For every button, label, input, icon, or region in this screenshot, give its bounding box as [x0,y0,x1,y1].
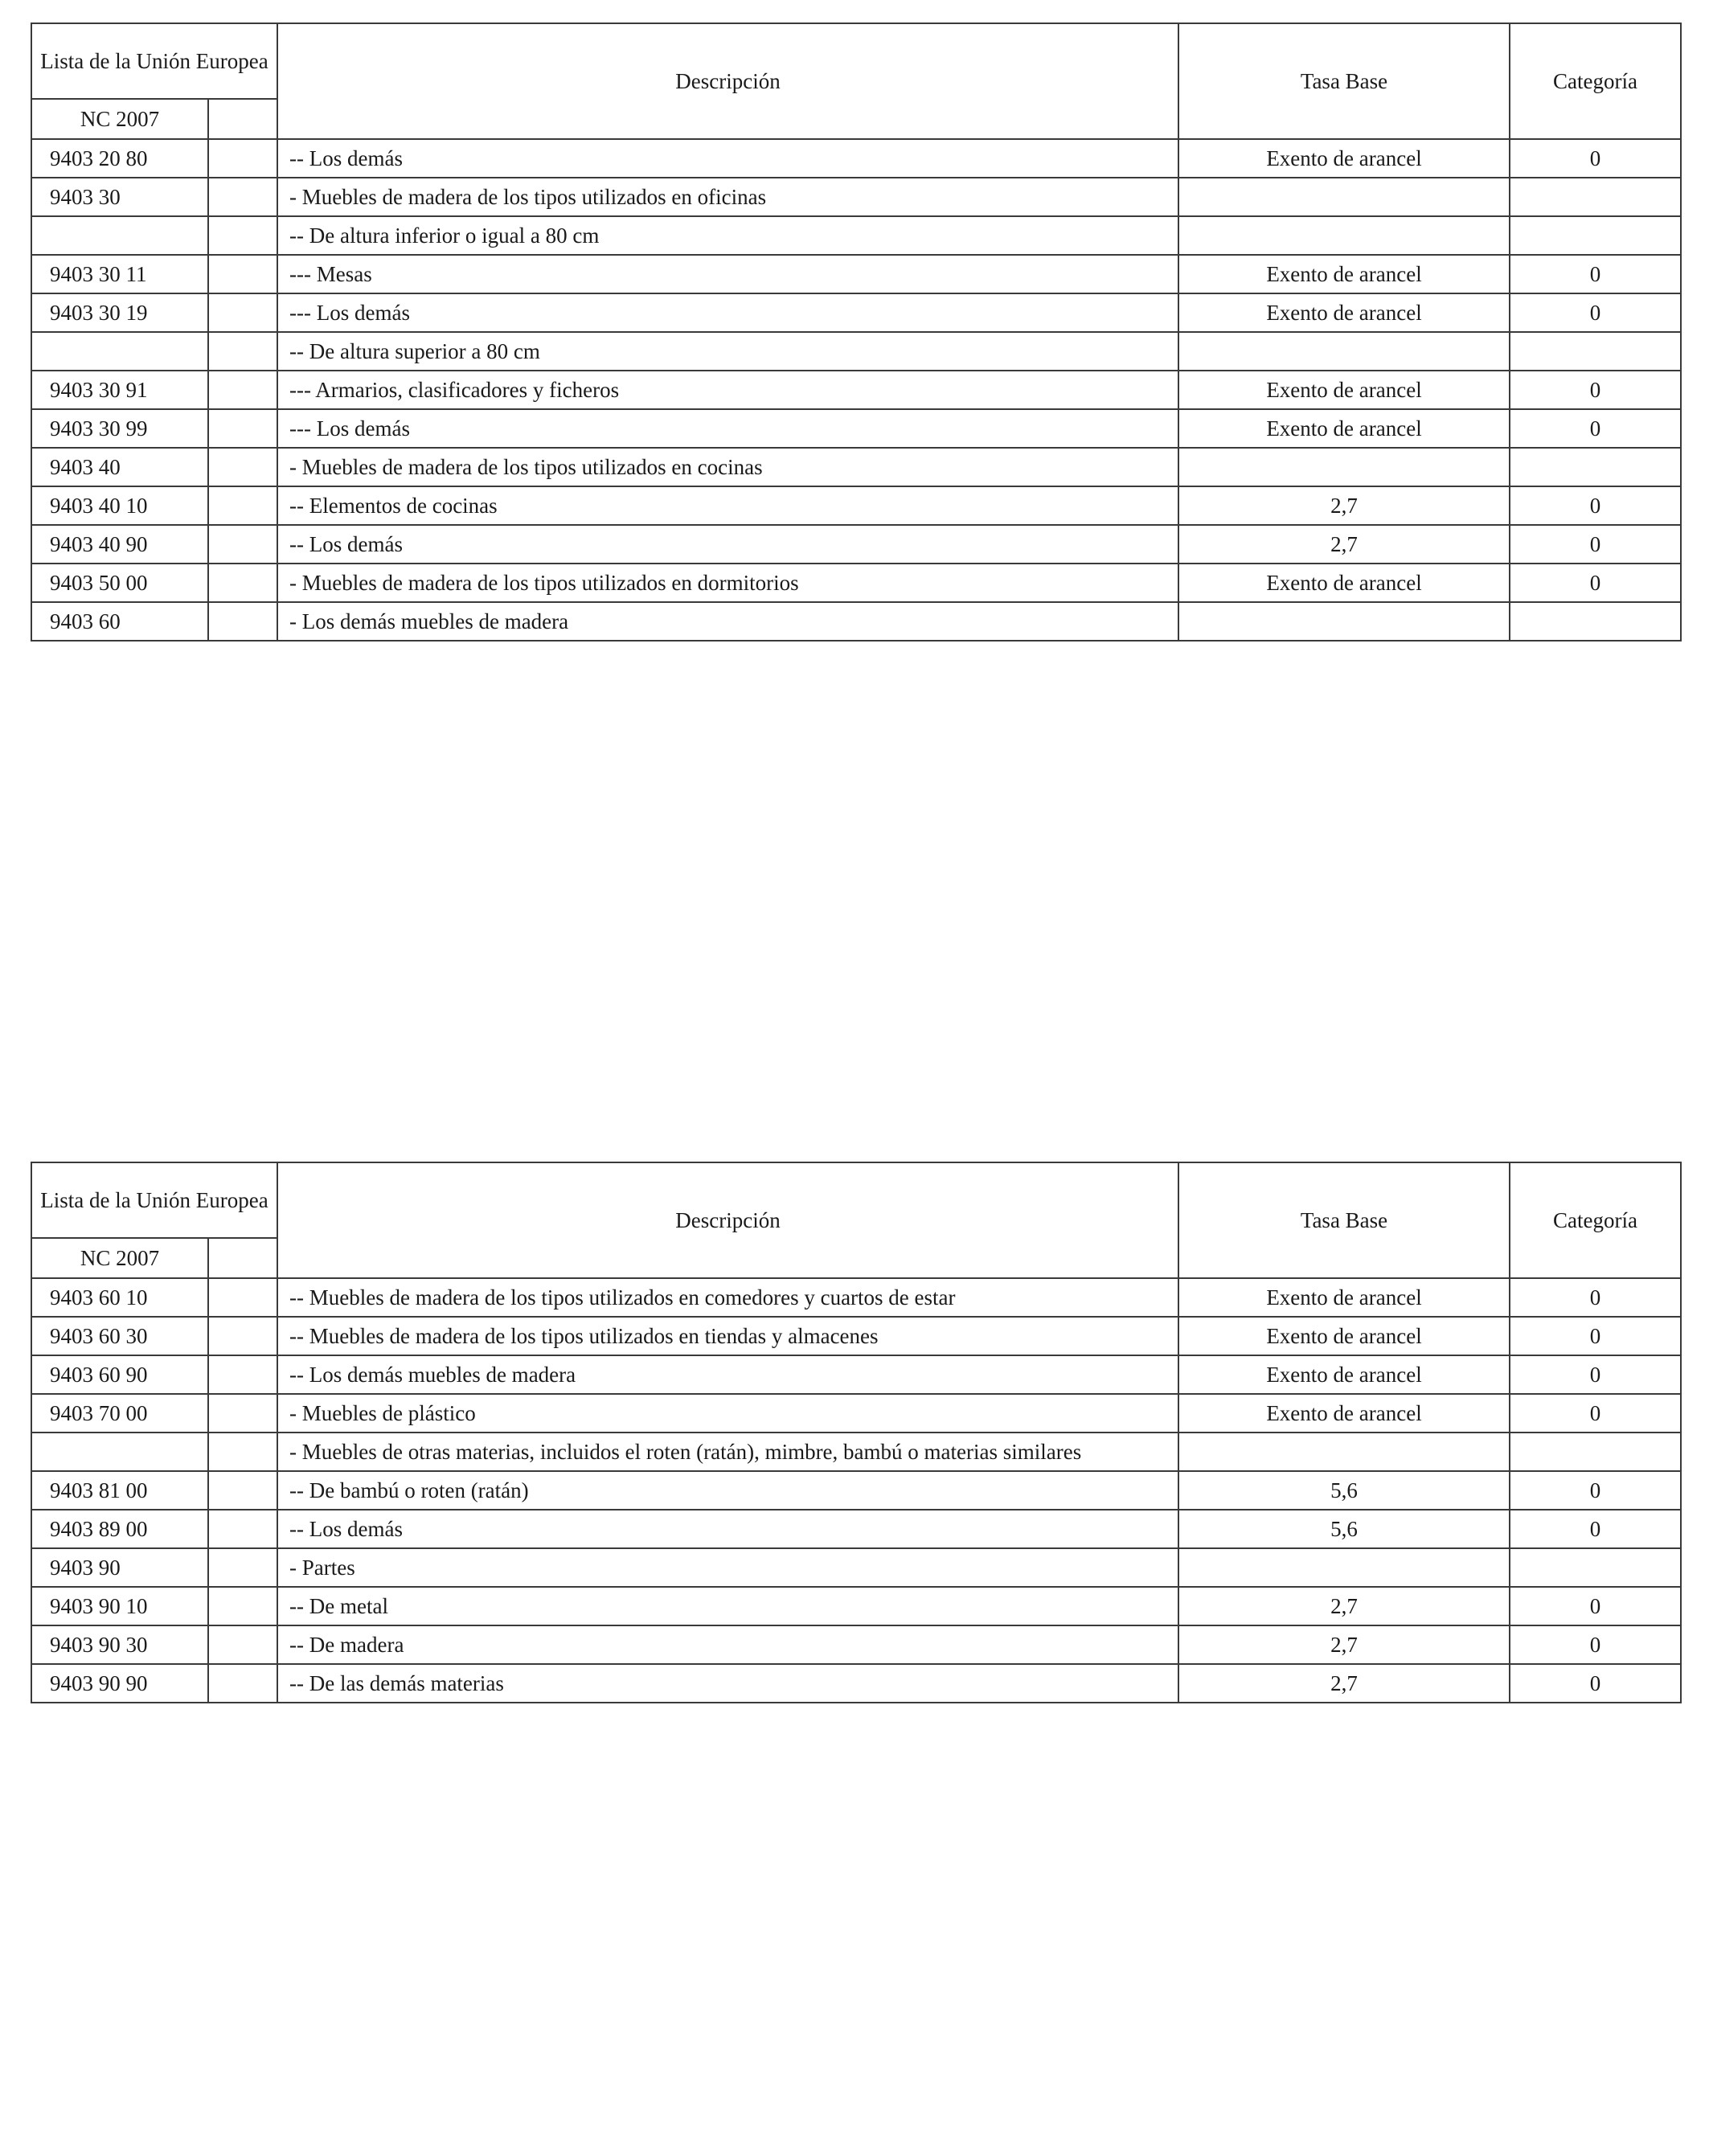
table-header [31,1162,1681,1278]
table-row [31,448,1681,486]
category-cell: 0 [1510,371,1681,409]
table-row [31,1433,1681,1471]
table-header [31,23,1681,139]
blank-cell [208,1625,277,1664]
header-blank [208,1238,277,1278]
base-rate-cell [1178,178,1510,216]
table-row [31,1471,1681,1510]
table-row [31,564,1681,602]
table-row [31,486,1681,525]
blank-cell [208,1433,277,1471]
description-cell: -- Los demás [277,139,1178,178]
description-cell: - Muebles de madera de los tipos utilizados en cocinas [277,448,1178,486]
category-cell: 0 [1510,1471,1681,1510]
base-rate-cell: Exento de arancel [1178,139,1510,178]
description-cell: -- De metal [277,1587,1178,1625]
base-rate-cell: Exento de arancel [1178,293,1510,332]
description-cell: -- Muebles de madera de los tipos utilizados en comedores y cuartos de estar [277,1278,1178,1317]
base-rate-cell: 2,7 [1178,525,1510,564]
description-cell: - Partes [277,1548,1178,1587]
blank-cell [208,1394,277,1433]
table-row [31,1510,1681,1548]
table-row [31,525,1681,564]
blank-cell [208,1278,277,1317]
description-cell: - Muebles de plástico [277,1394,1178,1433]
header-description: Descripción [277,23,1178,139]
table-row [31,139,1681,178]
nc-code-cell [31,332,208,371]
table-row [31,1278,1681,1317]
nc-code-cell: 9403 60 90 [31,1355,208,1394]
description-cell: -- De madera [277,1625,1178,1664]
base-rate-cell: 2,7 [1178,486,1510,525]
nc-code-cell: 9403 90 [31,1548,208,1587]
category-cell [1510,448,1681,486]
blank-cell [208,293,277,332]
blank-cell [208,1317,277,1355]
nc-code-cell: 9403 30 19 [31,293,208,332]
category-cell [1510,1433,1681,1471]
base-rate-cell: 5,6 [1178,1510,1510,1548]
base-rate-cell [1178,448,1510,486]
table-row [31,1664,1681,1703]
description-cell: - Los demás muebles de madera [277,602,1178,641]
description-cell: --- Mesas [277,255,1178,293]
description-cell: -- Los demás muebles de madera [277,1355,1178,1394]
category-cell [1510,602,1681,641]
description-cell: --- Los demás [277,293,1178,332]
table-row [31,1587,1681,1625]
nc-code-cell: 9403 40 10 [31,486,208,525]
nc-code-cell [31,1433,208,1471]
nc-code-cell: 9403 70 00 [31,1394,208,1433]
table-row [31,255,1681,293]
category-cell [1510,332,1681,371]
nc-code-cell: 9403 30 91 [31,371,208,409]
blank-cell [208,409,277,448]
table-body [31,139,1681,641]
blank-cell [208,525,277,564]
description-cell: --- Los demás [277,409,1178,448]
description-cell: -- De bambú o roten (ratán) [277,1471,1178,1510]
category-cell: 0 [1510,255,1681,293]
description-cell: -- Los demás [277,1510,1178,1548]
base-rate-cell: 2,7 [1178,1625,1510,1664]
nc-code-cell: 9403 60 30 [31,1317,208,1355]
category-cell: 0 [1510,1317,1681,1355]
table-row [31,409,1681,448]
category-cell: 0 [1510,1355,1681,1394]
base-rate-cell: Exento de arancel [1178,1394,1510,1433]
table-row [31,602,1681,641]
table-row [31,332,1681,371]
blank-cell [208,255,277,293]
category-cell: 0 [1510,564,1681,602]
table-row [31,1394,1681,1433]
category-cell: 0 [1510,293,1681,332]
base-rate-cell: Exento de arancel [1178,564,1510,602]
header-nc-2007: NC 2007 [31,1238,208,1278]
category-cell: 0 [1510,1587,1681,1625]
base-rate-cell: 2,7 [1178,1587,1510,1625]
blank-cell [208,448,277,486]
header-nc-2007: NC 2007 [31,99,208,139]
description-cell: -- De altura inferior o igual a 80 cm [277,216,1178,255]
nc-code-cell: 9403 30 11 [31,255,208,293]
nc-code-cell: 9403 40 90 [31,525,208,564]
base-rate-cell: Exento de arancel [1178,255,1510,293]
nc-code-cell: 9403 90 10 [31,1587,208,1625]
nc-code-cell: 9403 60 [31,602,208,641]
nc-code-cell: 9403 20 80 [31,139,208,178]
blank-cell [208,216,277,255]
nc-code-cell: 9403 81 00 [31,1471,208,1510]
category-cell: 0 [1510,486,1681,525]
category-cell [1510,216,1681,255]
blank-cell [208,564,277,602]
description-cell: -- De altura superior a 80 cm [277,332,1178,371]
blank-cell [208,371,277,409]
table-row [31,1355,1681,1394]
nc-code-cell: 9403 60 10 [31,1278,208,1317]
description-cell: - Muebles de madera de los tipos utilizados en oficinas [277,178,1178,216]
table-row [31,371,1681,409]
base-rate-cell: Exento de arancel [1178,1278,1510,1317]
description-cell: -- De las demás materias [277,1664,1178,1703]
blank-cell [208,1587,277,1625]
table-row [31,293,1681,332]
description-cell: -- Elementos de cocinas [277,486,1178,525]
tariff-table-2 [31,1162,1682,1703]
header-base-rate: Tasa Base [1178,1162,1510,1278]
blank-cell [208,486,277,525]
table-row [31,1625,1681,1664]
tariff-table-1 [31,23,1682,641]
description-cell: -- Muebles de madera de los tipos utilizados en tiendas y almacenes [277,1317,1178,1355]
category-cell [1510,178,1681,216]
header-eu-list: Lista de la Unión Europea [31,1162,277,1238]
category-cell: 0 [1510,1625,1681,1664]
description-cell: --- Armarios, clasificadores y ficheros [277,371,1178,409]
header-base-rate: Tasa Base [1178,23,1510,139]
base-rate-cell [1178,602,1510,641]
blank-cell [208,178,277,216]
category-cell: 0 [1510,1664,1681,1703]
base-rate-cell: Exento de arancel [1178,409,1510,448]
nc-code-cell [31,216,208,255]
blank-cell [208,1664,277,1703]
table-body [31,1278,1681,1703]
base-rate-cell [1178,1433,1510,1471]
base-rate-cell: Exento de arancel [1178,1355,1510,1394]
blank-cell [208,1548,277,1587]
table-row [31,1317,1681,1355]
blank-cell [208,1355,277,1394]
header-eu-list: Lista de la Unión Europea [31,23,277,99]
table-row [31,216,1681,255]
blank-cell [208,1510,277,1548]
category-cell: 0 [1510,525,1681,564]
nc-code-cell: 9403 90 30 [31,1625,208,1664]
nc-code-cell: 9403 90 90 [31,1664,208,1703]
table-row [31,178,1681,216]
category-cell: 0 [1510,139,1681,178]
base-rate-cell: 2,7 [1178,1664,1510,1703]
header-description: Descripción [277,1162,1178,1278]
description-cell: - Muebles de madera de los tipos utilizados en dormitorios [277,564,1178,602]
base-rate-cell: Exento de arancel [1178,371,1510,409]
base-rate-cell [1178,216,1510,255]
nc-code-cell: 9403 40 [31,448,208,486]
blank-cell [208,332,277,371]
blank-cell [208,1471,277,1510]
category-cell: 0 [1510,409,1681,448]
blank-cell [208,602,277,641]
nc-code-cell: 9403 89 00 [31,1510,208,1548]
table-row [31,1548,1681,1587]
base-rate-cell: 5,6 [1178,1471,1510,1510]
nc-code-cell: 9403 30 [31,178,208,216]
nc-code-cell: 9403 30 99 [31,409,208,448]
nc-code-cell: 9403 50 00 [31,564,208,602]
base-rate-cell [1178,1548,1510,1587]
description-cell: - Muebles de otras materias, incluidos el roten (ratán), mimbre, bambú o materias similares [277,1433,1178,1471]
blank-cell [208,139,277,178]
header-category: Categoría [1510,23,1681,139]
description-cell: -- Los demás [277,525,1178,564]
category-cell: 0 [1510,1278,1681,1317]
base-rate-cell [1178,332,1510,371]
header-category: Categoría [1510,1162,1681,1278]
category-cell [1510,1548,1681,1587]
category-cell: 0 [1510,1510,1681,1548]
category-cell: 0 [1510,1394,1681,1433]
base-rate-cell: Exento de arancel [1178,1317,1510,1355]
header-blank [208,99,277,139]
